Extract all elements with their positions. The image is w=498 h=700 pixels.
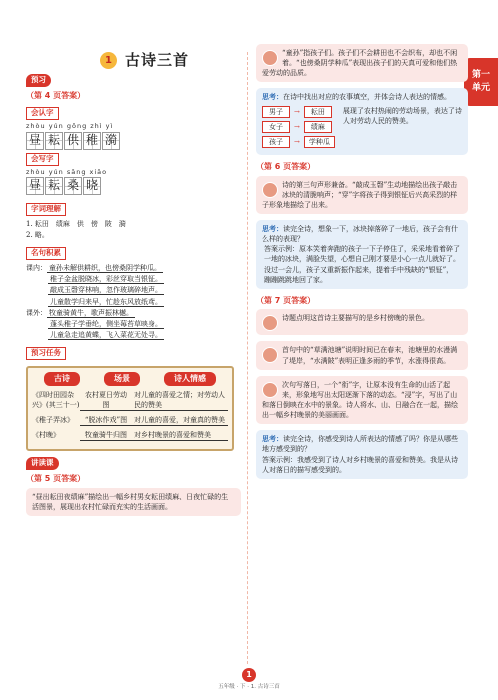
task-poem: 《村晚》 (32, 430, 60, 439)
famous-line: 牧童骑黄牛，歌声振林樾。 (49, 308, 133, 317)
vocab-heading: 字词理解 (26, 203, 66, 216)
footer-text: 五年级 · 下 · 1. 古诗三首 (218, 684, 280, 690)
note-box-3 (256, 309, 468, 335)
left-column (26, 44, 241, 522)
think-label: 思考： (262, 92, 283, 102)
char-cell: 昼 (26, 132, 44, 150)
vocab-line-1: 1. 耘田 绩麻 供 傍 陂 漪 (26, 219, 126, 228)
answer-page-5: （第 5 页答案） (26, 473, 86, 483)
char-cell: 昼 (26, 177, 44, 195)
diagram-person: 男子 (262, 106, 290, 118)
p5-answer-box (26, 488, 241, 516)
think-box-1 (256, 88, 468, 155)
char-cell: 漪 (102, 132, 120, 150)
lecture-tag: 讲读课 (26, 457, 59, 470)
think-answer: 答案示例：我感受到了诗人对乡村晚景的喜爱和赞美。我是从诗人对落日的描写感受到的。 (262, 455, 458, 474)
write-pinyin: zhòu yún sāng xiāo (26, 167, 108, 176)
task-emotion: 对儿童的喜爱，对童真的赞美 (132, 415, 228, 426)
student-avatar-icon (262, 50, 278, 66)
char-cell: 耘 (45, 132, 63, 150)
char-cell: 供 (64, 132, 82, 150)
task-table (26, 366, 234, 451)
diagram-person: 孩子 (262, 136, 290, 148)
diagram-person: 女子 (262, 121, 290, 133)
famous-in-2 (26, 274, 241, 284)
famous-out-2 (26, 319, 241, 329)
char-cell: 耘 (45, 177, 63, 195)
famous-in-4 (26, 297, 241, 307)
task-row (32, 390, 228, 411)
think-box-3 (256, 430, 468, 479)
note-box-2 (256, 176, 468, 214)
think-box-2 (256, 220, 468, 289)
task-poem: 《四时田园杂兴》(其三十一) (32, 390, 80, 409)
task-poem: 《稚子弄冰》 (32, 415, 74, 424)
note-box-1 (256, 44, 468, 82)
think-label: 思考： (262, 434, 283, 444)
task-col-poem: 古诗 (44, 372, 80, 386)
unit-tab (464, 58, 498, 106)
preview-tag: 预习 (26, 74, 51, 87)
famous-out-3 (26, 330, 241, 340)
task-scene: 牧童骑牛归图 (80, 430, 132, 441)
think-answer: 答案示例：原本笑着奔跑的孩子一下子停住了，采采地看着碎了一地的冰块，满脸失望，心想自己刚才要是小心一点儿就好了。没过一会儿，孩子又重新振作起来，提着手中残缺的“银钲”，蹦蹦跳跳地回了家。 (264, 245, 460, 284)
char-cell: 稚 (83, 132, 101, 150)
task-emotion: 对儿童的喜爱之情；对劳动人民的赞美 (132, 390, 228, 411)
diagram-work: 学种瓜 (304, 136, 335, 148)
note-box-4 (256, 341, 468, 369)
famous-line: 儿童散学归来早，忙趁东风放纸鸢。 (50, 297, 162, 306)
note-text: 次句写落日，一个“衔”字，让原本没有生命的山活了起来，形象地写出太阳逐渐下落的动态。“浸”字，写出了山和落日倒映在水中的景象。诗人将水、山、日融合在一起，描绘出一幅乡村晚景的美丽画面。 (262, 380, 458, 420)
note-text: “童孙”指孩子们。孩子们不会耕田也不会织布，却也不闲着。“也傍桑阴学种瓜”表现出孩子们的天真可爱和他们热爱劳动的品质。 (262, 49, 458, 78)
char-cell: 晓 (83, 177, 101, 195)
page-number: 1 (242, 668, 256, 682)
recognize-chars (26, 132, 241, 150)
student-avatar-icon (262, 382, 278, 398)
task-scene: “脱冰作戏”图 (80, 415, 132, 426)
recognize-pinyin: zhòu yún gōng zhì yì (26, 122, 114, 131)
arrow-icon: → (294, 137, 300, 146)
task-heading: 预习任务 (26, 347, 66, 360)
page-footer (0, 668, 498, 692)
note-text: 诗题点明这首诗主要描写的是乡村傍晚的景色。 (282, 314, 429, 323)
task-row (32, 415, 228, 426)
farm-work-diagram (262, 106, 462, 148)
task-col-scene: 场景 (104, 372, 140, 386)
famous-in-1 (26, 263, 241, 273)
student-avatar-icon (262, 347, 278, 363)
think-text: 在诗中找出对应的农事填空，并体会诗人表达的情感。 (283, 93, 451, 102)
arrow-icon: → (294, 122, 300, 131)
answer-page-7: （第 7 页答案） (256, 295, 316, 305)
task-col-emotion: 诗人情感 (164, 372, 216, 386)
think-text: 读完全诗，想象一下，冰块掉落碎了一地后，孩子会有什么样的表现？ (262, 225, 458, 244)
famous-in-3 (26, 285, 241, 295)
task-scene: 农村夏日劳动图 (80, 390, 132, 411)
page-title: 古诗三首 (125, 51, 190, 69)
note-text: 首句中的“草满池塘”说明时间已在春末，池塘里的水漫满了堤岸，“水满陂”表明正逢多雨的季节，水涨得很高。 (282, 346, 458, 365)
unit-tab-line1: 第一 (471, 69, 490, 80)
answer-page-6: （第 6 页答案） (256, 161, 316, 171)
in-label: 课内： (26, 264, 47, 273)
note-text: 诗的第三句声形兼备。“敲成玉磬”生动地描绘出孩子敲击冰块的清脆响声；“穿”字将孩子得到银钲后兴高采烈的样子形象地描绘了出来。 (262, 180, 458, 209)
student-avatar-icon (262, 182, 278, 198)
famous-line: 稚子金盆脱晓冰，彩丝穿取当银钲。 (50, 275, 162, 284)
answer-page-4: （第 4 页答案） (26, 90, 86, 100)
out-label: 课外： (26, 308, 47, 317)
famous-line: 儿童急走追黄蝶，飞入菜花无处寻。 (50, 330, 162, 339)
think-label: 思考： (262, 224, 283, 233)
famous-line: 童孙未解供耕织，也傍桑阴学种瓜。 (49, 264, 161, 273)
column-divider (247, 52, 248, 664)
famous-line: 敲成玉磬穿林响，忽作玻璃碎地声。 (50, 286, 162, 295)
think-text: 读完全诗，你感受到诗人所表达的情感了吗？你是从哪些地方感受到的？ (262, 435, 458, 454)
unit-tab-line2: 单元 (471, 83, 490, 93)
task-emotion: 对乡村晚景的喜爱和赞美 (132, 430, 228, 441)
note-box-5 (256, 376, 468, 425)
student-avatar-icon (262, 315, 278, 331)
vocab-line-2: 2. 略。 (26, 231, 49, 240)
write-chars (26, 177, 241, 195)
task-row (32, 430, 228, 441)
famous-line: 蓬头稚子学垂纶，侧坐莓苔草映身。 (50, 319, 162, 328)
right-column (256, 44, 468, 485)
write-heading: 会写字 (26, 153, 59, 166)
diagram-summary: 展现了农村热闹的劳动场景，表达了诗人对劳动人民的赞美。 (342, 106, 462, 125)
recognize-heading: 会认字 (26, 107, 59, 120)
lesson-number-badge: 1 (100, 52, 117, 69)
diagram-work: 耘田 (304, 106, 332, 118)
p5-answer-text: “昼出耘田夜绩麻”描绘出一幅乡村男女耘田绩麻、日夜忙碌的生活图景，展现出农村忙碌而充实的生活画面。 (32, 492, 229, 511)
arrow-icon: → (294, 107, 300, 116)
char-cell: 桑 (64, 177, 82, 195)
famous-out-1 (26, 308, 241, 318)
famous-heading: 名句积累 (26, 247, 66, 260)
diagram-work: 绩麻 (304, 121, 332, 133)
